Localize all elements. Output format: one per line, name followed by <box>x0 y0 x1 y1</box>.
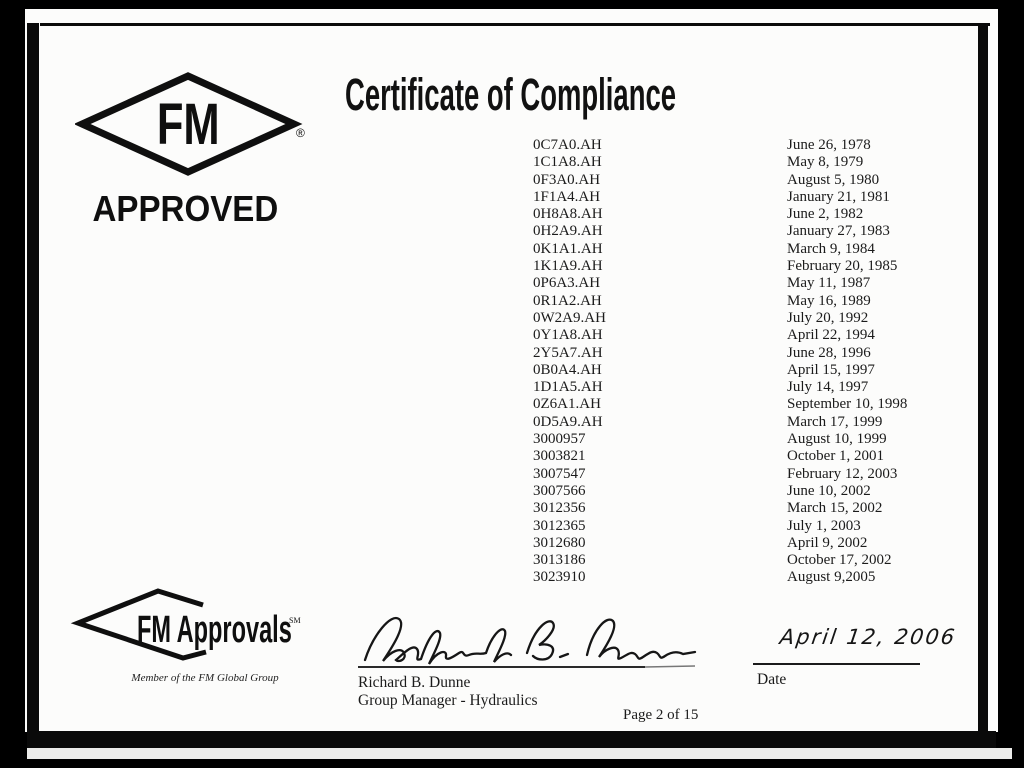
project-id: 3007566 <box>533 482 586 499</box>
project-id: 0K1A1.AH <box>533 240 603 257</box>
approval-record-row <box>533 258 907 275</box>
approval-date: May 11, 1987 <box>787 275 871 292</box>
certificate-page <box>25 9 998 732</box>
approval-date: April 22, 1994 <box>787 327 875 344</box>
approval-records-list <box>533 137 907 587</box>
approval-record-row <box>533 379 907 396</box>
approval-date: October 1, 2001 <box>787 448 885 465</box>
approval-date: September 10, 1998 <box>787 396 908 413</box>
approval-record-row <box>533 569 907 586</box>
approval-date: August 9,2005 <box>787 569 876 586</box>
project-id: 0C7A0.AH <box>533 137 602 153</box>
approval-record-row <box>533 414 907 431</box>
approved-label: APPROVED <box>92 189 279 229</box>
approval-date: January 21, 1981 <box>787 188 890 205</box>
project-id: 3013186 <box>533 552 586 569</box>
approval-date: February 12, 2003 <box>787 465 898 482</box>
approval-date: March 9, 1984 <box>787 240 875 257</box>
scan-border-bottom <box>27 731 996 748</box>
project-id: 3007547 <box>533 465 586 482</box>
scan-border-left <box>27 23 39 732</box>
fm-logo-text: FM <box>156 91 220 157</box>
approval-record-row <box>533 535 907 552</box>
project-id: 3003821 <box>533 448 586 465</box>
approval-date: August 5, 1980 <box>787 171 880 188</box>
approval-date: May 8, 1979 <box>787 154 864 171</box>
scan-border-top <box>40 23 990 26</box>
approval-date: May 16, 1989 <box>787 292 871 309</box>
approval-record-row <box>533 154 907 171</box>
project-id: 3012680 <box>533 534 586 551</box>
approval-record-row <box>533 189 907 206</box>
fm-approved-logo <box>75 69 305 229</box>
approval-record-row <box>533 223 907 240</box>
page-number: Page 2 of 15 <box>623 707 699 723</box>
date-line <box>753 663 920 665</box>
approval-date: June 26, 1978 <box>787 137 871 153</box>
approval-record-row <box>533 293 907 310</box>
approval-date: March 17, 1999 <box>787 413 883 430</box>
fm-approvals-text: FM Approvals <box>136 607 292 651</box>
approval-date: February 20, 1985 <box>787 258 898 275</box>
project-id: 1D1A5.AH <box>533 379 603 396</box>
project-id: 2Y5A7.AH <box>533 344 603 361</box>
approval-record-row <box>533 466 907 483</box>
project-id: 0W2A9.AH <box>533 309 606 326</box>
approval-date: August 10, 1999 <box>787 431 887 448</box>
project-id: 1C1A8.AH <box>533 154 602 171</box>
approval-record-row <box>533 518 907 535</box>
approval-record-row <box>533 345 907 362</box>
approval-date: January 27, 1983 <box>787 223 890 240</box>
project-id: 1K1A9.AH <box>533 258 603 275</box>
fm-approvals-logo <box>70 587 320 667</box>
project-id: 3023910 <box>533 569 586 586</box>
project-id: 0H8A8.AH <box>533 206 603 223</box>
project-id: 0R1A2.AH <box>533 292 602 309</box>
approval-record-row <box>533 241 907 258</box>
approval-date: June 2, 1982 <box>787 206 864 223</box>
project-id: 3000957 <box>533 431 586 448</box>
approval-date: April 15, 1997 <box>787 361 875 378</box>
date-label: Date <box>757 671 787 688</box>
approval-date: April 9, 2002 <box>787 534 868 551</box>
project-id: 0Z6A1.AH <box>533 396 601 413</box>
project-id: 0Y1A8.AH <box>533 327 603 344</box>
approval-date: July 1, 2003 <box>787 517 861 534</box>
approval-record-row <box>533 552 907 569</box>
approval-date: October 17, 2002 <box>787 552 892 569</box>
project-id: 3012356 <box>533 500 586 517</box>
project-id: 0H2A9.AH <box>533 223 603 240</box>
approval-record-row <box>533 275 907 292</box>
approval-record-row <box>533 137 907 154</box>
approval-record-row <box>533 431 907 448</box>
approval-record-row <box>533 172 907 189</box>
project-id: 0F3A0.AH <box>533 171 601 188</box>
approval-date: June 28, 1996 <box>787 344 871 361</box>
approval-record-row <box>533 327 907 344</box>
signatory-title: Group Manager - Hydraulics <box>358 692 538 709</box>
registered-mark: ® <box>296 126 305 140</box>
logo-tagline: Member of the FM Global Group <box>131 672 279 684</box>
approval-record-row <box>533 448 907 465</box>
signatory-name: Richard B. Dunne <box>358 674 471 691</box>
approval-date: June 10, 2002 <box>787 482 871 499</box>
approval-date: July 14, 1997 <box>787 379 869 396</box>
scan-border-right <box>978 23 988 732</box>
service-mark: SM <box>289 616 301 625</box>
project-id: 0P6A3.AH <box>533 275 601 292</box>
project-id: 0B0A4.AH <box>533 361 602 378</box>
approval-date: March 15, 2002 <box>787 500 883 517</box>
page-title: Certificate of Compliance <box>345 69 677 120</box>
approval-record-row <box>533 310 907 327</box>
project-id: 0D5A9.AH <box>533 413 603 430</box>
approval-date: July 20, 1992 <box>787 309 869 326</box>
approval-record-row <box>533 206 907 223</box>
project-id: 1F1A4.AH <box>533 188 601 205</box>
handwritten-date: April 12, 2006 <box>778 625 958 649</box>
scanner-bed-strip <box>27 748 1012 759</box>
signature-script <box>355 607 705 677</box>
approval-record-row <box>533 483 907 500</box>
approval-record-row <box>533 362 907 379</box>
approval-record-row <box>533 396 907 413</box>
project-id: 3012365 <box>533 517 586 534</box>
approval-record-row <box>533 500 907 517</box>
